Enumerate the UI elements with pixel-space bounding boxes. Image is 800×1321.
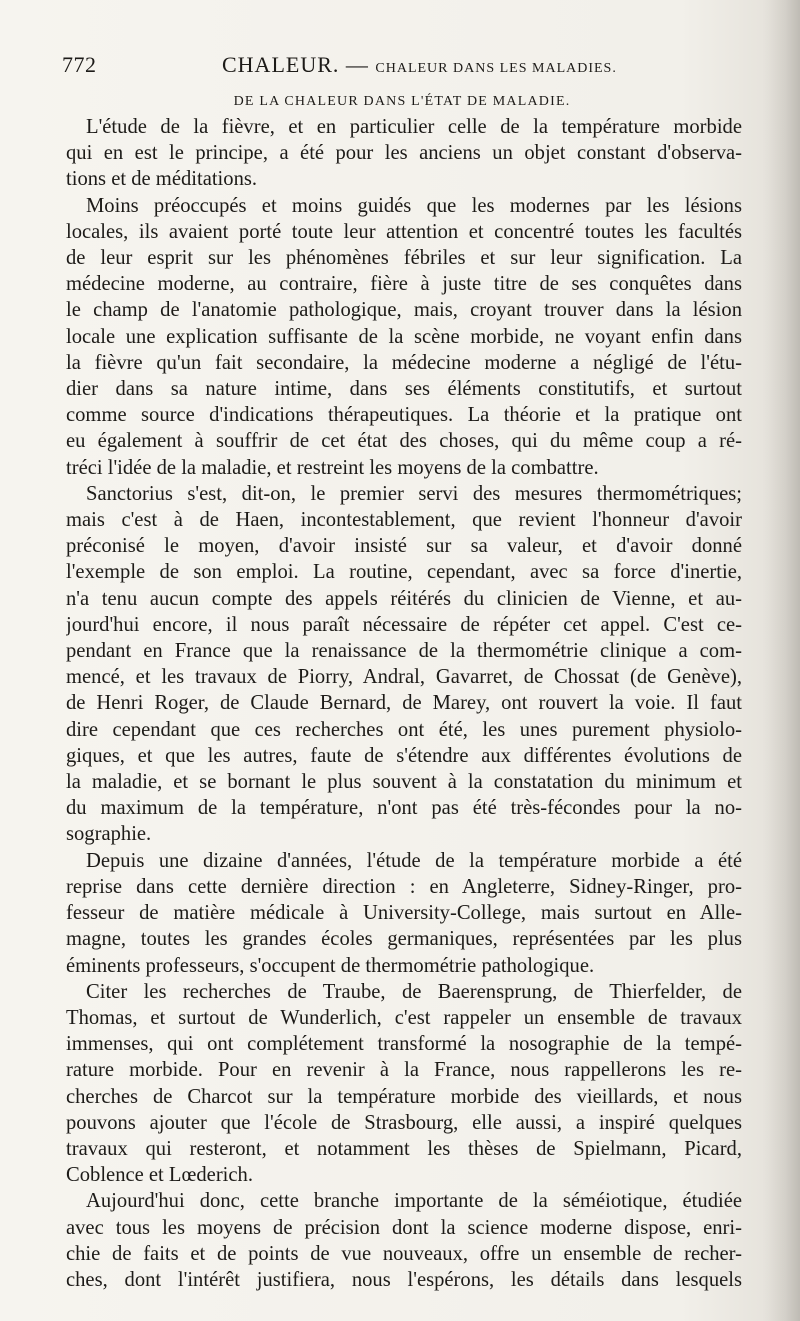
paragraph xyxy=(66,979,742,1189)
text-line: cherches de Charcot sur la température morbide des vieillards, et nous xyxy=(66,1085,742,1108)
text-line: médecine moderne, au contraire, fière à juste titre de ses conquêtes dans xyxy=(66,273,742,296)
running-title-sub: CHALEUR DANS LES MALADIES. xyxy=(375,61,617,76)
text-line: immenses, qui ont complétement transformé la nosographie de la tempé- xyxy=(66,1033,742,1056)
text-line: la maladie, et se bornant le plus souvent à la constatation du minimum et xyxy=(66,771,742,794)
paragraph xyxy=(66,1188,742,1293)
text-line: Aujourd'hui donc, cette branche importante de la séméiotique, étudiée xyxy=(86,1190,742,1213)
text-line: fesseur de matière médicale à University-College, mais surtout en Alle- xyxy=(66,902,742,925)
running-title-main: CHALEUR. xyxy=(222,52,340,77)
text-line: travaux qui resteront, et notamment les thèses de Spielmann, Picard, xyxy=(66,1137,742,1160)
text-line: magne, toutes les grandes écoles germaniques, représentées par les plus xyxy=(66,928,742,951)
text-line: rature morbide. Pour en revenir à la France, nous rappellerons les re- xyxy=(66,1059,742,1082)
text-line: chie de faits et de points de vue nouveaux, offre un ensemble de recher- xyxy=(66,1242,742,1265)
text-line: Moins préoccupés et moins guidés que les modernes par les lésions xyxy=(86,194,742,217)
text-line: mencé, et les travaux de Piorry, Andral, Gavarret, de Chossat (de Genève), xyxy=(66,666,742,689)
running-head xyxy=(62,52,742,82)
text-line: dier dans sa nature intime, dans ses éléments constitutifs, et surtout xyxy=(66,378,742,401)
paragraph xyxy=(66,193,742,481)
text-line: Thomas, et surtout de Wunderlich, c'est rappeler un ensemble de travaux xyxy=(66,1006,742,1029)
body-text xyxy=(66,114,742,1293)
text-line: de Henri Roger, de Claude Bernard, de Marey, ont rouvert la voie. Il faut xyxy=(66,692,742,715)
text-line: éminents professeurs, s'occupent de thermométrie pathologique. xyxy=(66,954,595,977)
text-line: avec tous les moyens de précision dont la science moderne dispose, enri- xyxy=(66,1216,742,1239)
gutter-shadow xyxy=(762,0,800,1321)
paragraph xyxy=(66,848,742,979)
text-line: la fièvre qu'un fait secondaire, la médecine moderne a négligé de l'étu- xyxy=(66,351,742,374)
text-line: pouvons ajouter que l'école de Strasbourg, elle aussi, a inspiré quelques xyxy=(66,1111,742,1134)
page-number: 772 xyxy=(62,52,97,77)
text-line: qui en est le principe, a été pour les anciens un objet constant d'observa- xyxy=(66,142,742,165)
text-line: Citer les recherches de Traube, de Baerensprung, de Thierfelder, de xyxy=(86,980,742,1003)
text-line: Sanctorius s'est, dit-on, le premier servi des mesures thermométriques; xyxy=(86,482,742,505)
text-line: Depuis une dizaine d'années, l'étude de la température morbide a été xyxy=(86,849,742,872)
text-line: n'a tenu aucun compte des appels réitérés du clinicien de Vienne, et au- xyxy=(66,587,742,610)
text-line: ches, dont l'intérêt justifiera, nous l'espérons, les détails dans lesquels xyxy=(66,1268,742,1291)
text-line: tréci l'idée de la maladie, et restreint les moyens de la combattre. xyxy=(66,456,599,479)
text-line: sographie. xyxy=(66,823,152,846)
text-line: locales, ils avaient porté toute leur attention et concentré toutes les facultés xyxy=(66,220,742,243)
text-line: pendant en France que la renaissance de la thermométrie clinique a com- xyxy=(66,640,742,663)
text-line: le champ de l'anatomie pathologique, mais, croyant trouver dans la lésion xyxy=(66,299,742,322)
text-line: mais c'est à de Haen, incontestablement, que revient l'honneur d'avoir xyxy=(66,509,742,532)
paragraph xyxy=(66,481,742,848)
running-title-dash: — xyxy=(345,52,369,77)
text-line: du maximum de la température, n'ont pas été très-fécondes pour la no- xyxy=(66,797,742,820)
text-line: giques, et que les autres, faute de s'étendre aux différentes évolutions de xyxy=(66,744,742,767)
text-line: eu également à souffrir de cet état des choses, qui du même coup a ré- xyxy=(66,430,742,453)
text-line: jourd'hui encore, il nous paraît nécessaire de répéter cet appel. C'est ce- xyxy=(66,613,742,636)
text-line: L'étude de la fièvre, et en particulier celle de la température morbide xyxy=(86,116,742,138)
text-line: comme source d'indications thérapeutiques. La théorie et la pratique ont xyxy=(66,404,742,427)
running-title xyxy=(222,52,617,78)
text-line: dire cependant que ces recherches ont été, les unes purement physiolo- xyxy=(66,718,742,741)
paragraph xyxy=(66,114,742,193)
text-line: de leur esprit sur les phénomènes fébriles et sur leur signification. La xyxy=(66,247,742,270)
section-title: DE LA CHALEUR DANS L'ÉTAT DE MALADIE. xyxy=(233,94,571,109)
text-line: locale une explication suffisante de la scène morbide, ne voyant enfin dans xyxy=(66,325,742,348)
text-line: Coblence et Lœderich. xyxy=(66,1164,253,1187)
text-line: l'exemple de son emploi. La routine, cependant, avec sa force d'inertie, xyxy=(66,561,742,584)
text-line: préconisé le moyen, d'avoir insisté sur sa valeur, et d'avoir donné xyxy=(66,535,742,558)
text-line: reprise dans cette dernière direction : en Angleterre, Sidney-Ringer, pro- xyxy=(66,875,742,898)
text-line: tions et de méditations. xyxy=(66,168,258,191)
